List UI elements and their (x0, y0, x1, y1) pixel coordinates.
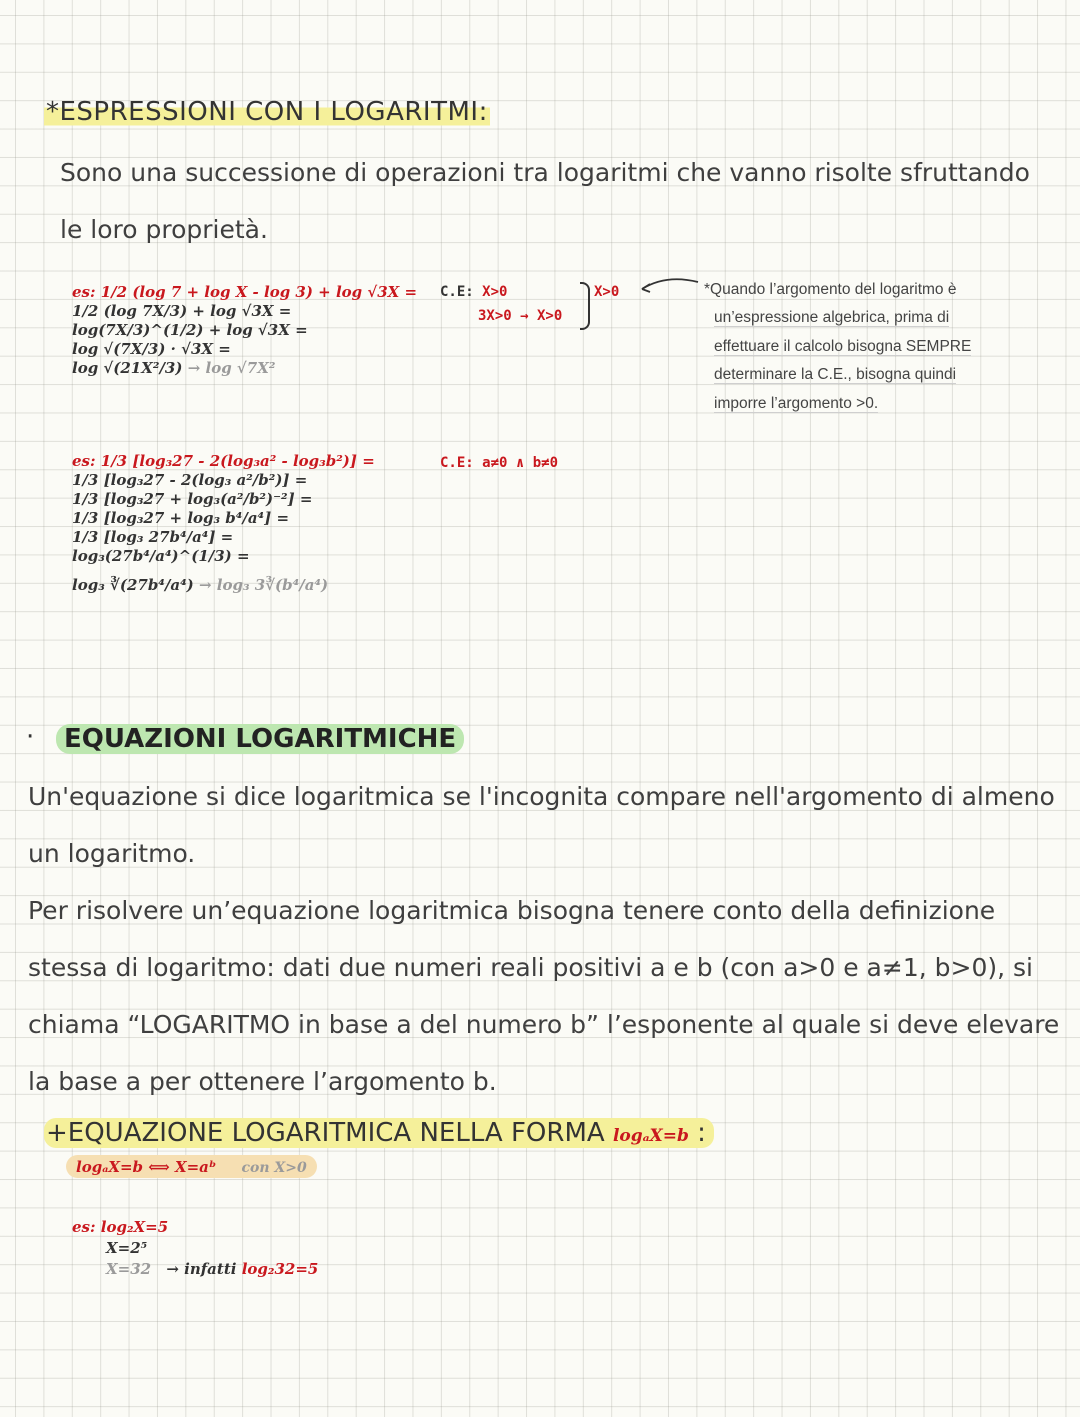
example1-line: log √(21X²/3) (72, 359, 183, 377)
intro-line-1: Sono una successione di operazioni tra logaritmi che vanno risolte sfruttando (60, 158, 1030, 187)
example1-line: log √(7X/3) · √3X = (72, 340, 231, 358)
example3-line: es: log₂X=5 (72, 1218, 169, 1236)
example3-block (72, 1217, 318, 1280)
section-title-espressioni (44, 97, 490, 127)
example2-line: 1/3 [log₃27 + log₃ b⁴/a⁴] = (72, 509, 290, 527)
example2-line: 1/3 [log₃27 + log₃(a²/b²)⁻²] = (72, 490, 313, 508)
ce-brace (580, 282, 590, 330)
para-line: un logaritmo. (28, 839, 196, 868)
example1-conditions (440, 284, 562, 324)
example2-block (72, 452, 375, 595)
para-line: Per risolvere un’equazione logaritmica bisogna tenere conto della definizione (28, 896, 996, 925)
example1-line: log(7X/3)^(1/2) + log √3X = (72, 321, 308, 339)
section-title-text: *ESPRESSIONI CON I LOGARITMI: (46, 97, 488, 127)
example1-line: 1/2 (log 7X/3) + log √3X = (72, 302, 292, 320)
rule-condition: con X>0 (241, 1160, 307, 1176)
rule-box (66, 1157, 317, 1178)
ce-line: 3X>0 → X>0 (478, 308, 563, 324)
subtitle-formula: logₐX=b (612, 1126, 689, 1146)
para-line: Un'equazione si dice logaritmica se l'incognita compare nell'argomento di almeno (28, 782, 1055, 811)
example2-line: es: 1/3 [log₃27 - 2(log₃a² - log₃b²)] = (72, 452, 375, 470)
note-line: effettuare il calcolo bisogna SEMPRE (714, 337, 972, 355)
example3-check: log₂32=5 (241, 1260, 319, 1278)
ce-line: X>0 (482, 284, 508, 300)
intro-paragraph (60, 144, 1060, 258)
section-title-equazioni (56, 724, 464, 754)
example2-line: 1/3 [log₃27 - 2(log₃ a²/b²)] = (72, 471, 308, 489)
note-line: imporre l’argomento >0. (714, 394, 879, 412)
subtitle-text: +EQUAZIONE LOGARITMICA NELLA FORMA (46, 1118, 605, 1148)
example2-conditions: C.E: a≠0 ∧ b≠0 (440, 455, 559, 471)
example2-line: 1/3 [log₃ 27b⁴/a⁴] = (72, 528, 234, 546)
ce-label: C.E: (440, 284, 474, 300)
example3-arrow: → infatti (166, 1260, 237, 1278)
example2-line: log₃ ∛(27b⁴/a⁴) (72, 576, 194, 594)
section2-paragraph (28, 768, 1068, 1110)
example3-line: X=32 (106, 1260, 152, 1278)
subtitle-colon: : (697, 1118, 706, 1148)
para-line: la base a per ottenere l’argomento b. (28, 1067, 497, 1096)
section2-title-text: EQUAZIONI LOGARITMICHE (56, 724, 464, 754)
arrow-to-note-icon (636, 276, 702, 300)
ce-note (704, 276, 1004, 418)
note-line: determinare la C.E., bisogna quindi (714, 366, 957, 384)
para-line: stessa di logaritmo: dati due numeri reali positivi a e b (con a>0 e a≠1, b>0), si (28, 953, 1033, 982)
example1-result: → log √7X² (187, 359, 276, 377)
example1-line: es: 1/2 (log 7 + log X - log 3) + log √3X = (72, 283, 418, 301)
para-line: chiama “LOGARITMO in base a del numero b” l’esponente al quale si deve elevare (28, 1010, 1060, 1039)
note-line: *Quando l’argomento del logaritmo è (704, 281, 957, 298)
rule-formula: logₐX=b ⟺ X=aᵇ (76, 1158, 217, 1176)
example1-block (72, 283, 417, 378)
ce-result: X>0 (594, 284, 620, 300)
bullet: · (26, 722, 35, 752)
example3-line: X=2⁵ (106, 1239, 148, 1257)
example2-result: → log₃ 3∛(b⁴/a⁴) (198, 576, 329, 594)
intro-line-2: le loro proprietà. (60, 215, 268, 244)
example2-line: log₃(27b⁴/a⁴)^(1/3) = (72, 547, 250, 565)
note-line: un’espressione algebrica, prima di (714, 309, 950, 327)
subtitle-forma (44, 1118, 714, 1148)
